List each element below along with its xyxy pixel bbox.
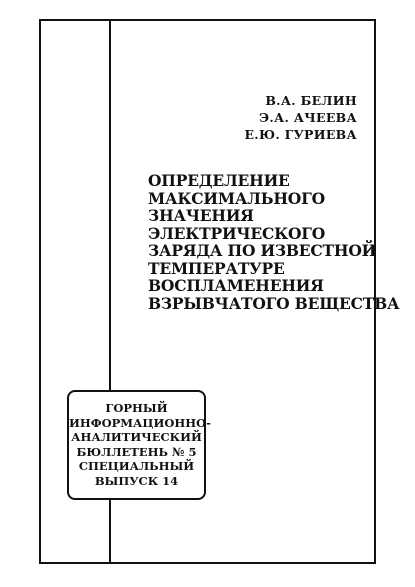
series-line: СПЕЦИАЛЬНЫЙ (78, 459, 195, 474)
author-name: Э.А. АЧЕЕВА (259, 110, 357, 125)
series-label-box (67, 390, 211, 500)
book-title (148, 171, 400, 313)
title-line: МАКСИМАЛЬНОГО (148, 188, 325, 208)
title-line: ТЕМПЕРАТУРЕ (148, 258, 285, 278)
title-line: ОПРЕДЕЛЕНИЕ (148, 171, 290, 190)
author-name: Е.Ю. ГУРИЕВА (244, 127, 357, 142)
series-line: АНАЛИТИЧЕСКИЙ (71, 430, 202, 445)
series-line: ВЫПУСК 14 (94, 473, 179, 488)
title-line: ЗАРЯДА ПО ИЗВЕСТНОЙ (148, 241, 377, 260)
author-name: В.А. БЕЛИН (265, 93, 357, 108)
title-line: ВОСПЛАМЕНЕНИЯ (148, 276, 324, 295)
author-list (244, 92, 357, 143)
cover-vertical-rule (109, 19, 111, 390)
title-line: ЗНАЧЕНИЯ (148, 206, 254, 225)
title-line: ВЗРЫВЧАТОГО ВЕЩЕСТВА (148, 293, 400, 313)
cover-vertical-rule-lower (109, 500, 111, 564)
series-line: ИНФОРМАЦИОННО- (69, 415, 211, 430)
series-line: ГОРНЫЙ (105, 401, 168, 415)
title-line: ЭЛЕКТРИЧЕСКОГО (148, 223, 326, 243)
series-line: БЮЛЛЕТЕНЬ № 5 (76, 444, 197, 459)
